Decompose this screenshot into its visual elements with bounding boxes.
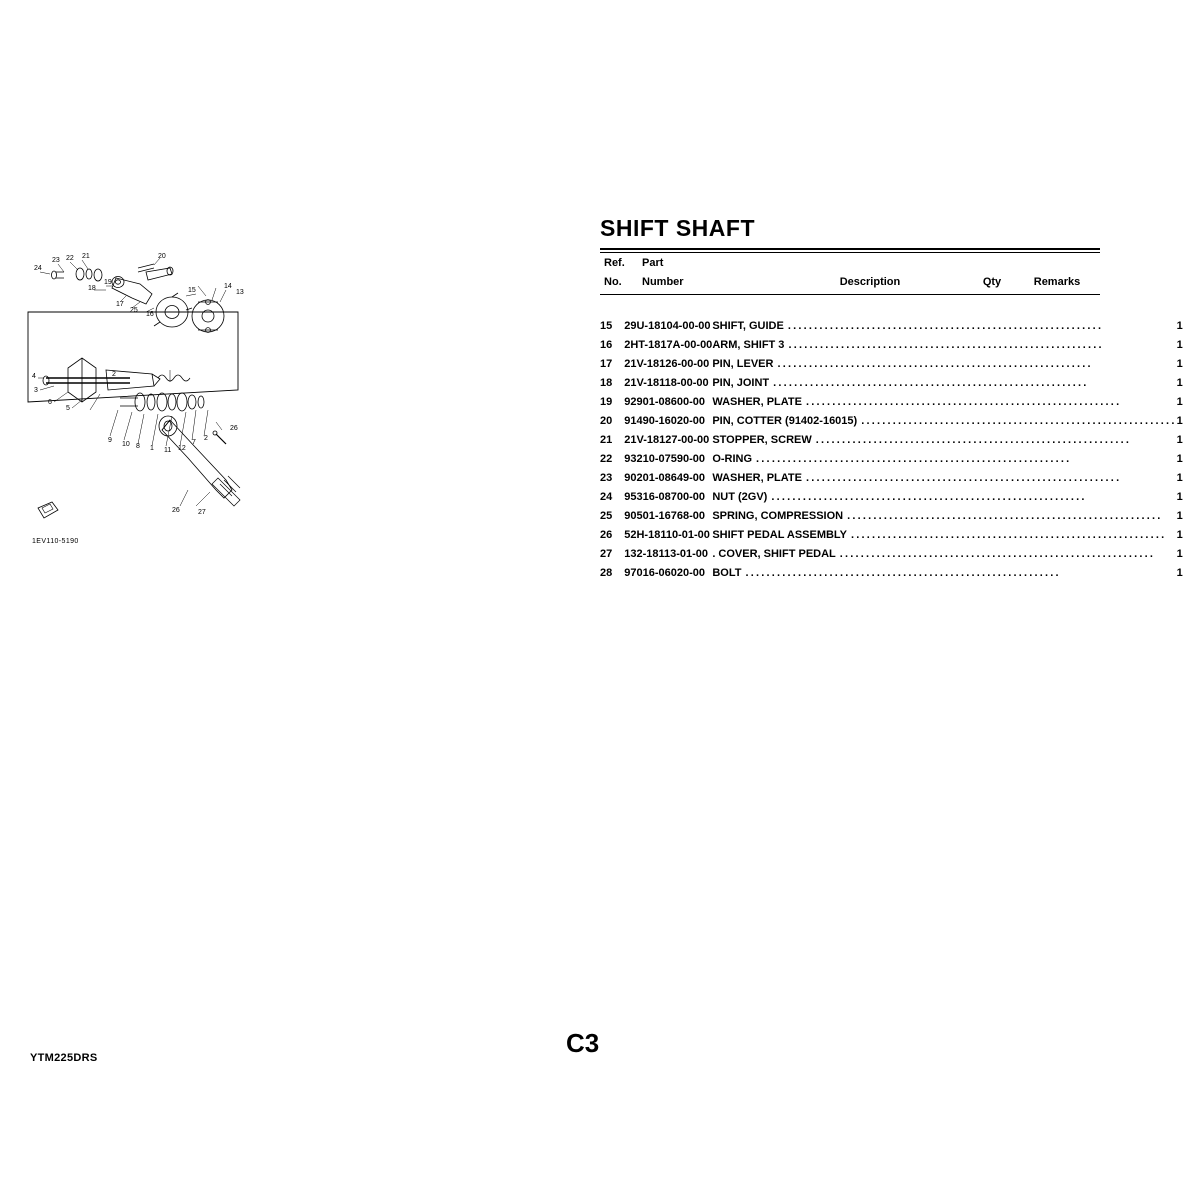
- header-description: Description: [839, 275, 901, 288]
- cell-qty: 1: [1176, 357, 1183, 370]
- leader-dots: ............................................................: [805, 395, 1122, 408]
- svg-text:16: 16: [146, 311, 154, 318]
- svg-text:14: 14: [224, 283, 232, 290]
- cell-qty: 1: [1176, 376, 1183, 389]
- cell-ref-no: 23: [600, 471, 613, 484]
- table-row: [600, 411, 1183, 430]
- cell-ref-no: 26: [600, 528, 613, 541]
- svg-text:19: 19: [104, 279, 112, 286]
- header-remarks: Remarks: [1033, 275, 1081, 288]
- table-row: [600, 525, 1183, 544]
- cell-ref-no: 16: [600, 338, 613, 351]
- leader-dots: ............................................................: [861, 414, 1177, 427]
- svg-text:18: 18: [88, 285, 96, 292]
- svg-text:13: 13: [236, 289, 244, 296]
- leader-dots: ............................................................: [839, 547, 1156, 560]
- cell-part-number: 90201-08649-00: [624, 471, 705, 484]
- svg-text:10: 10: [122, 441, 130, 448]
- svg-text:26: 26: [230, 425, 238, 432]
- svg-text:26: 26: [172, 507, 180, 514]
- cell-description: [712, 563, 1176, 582]
- cell-ref-no: 22: [600, 452, 613, 465]
- svg-text:8: 8: [136, 443, 140, 450]
- cell-part-number: 21V-18118-00-00: [624, 376, 709, 389]
- cell-part-number: 95316-08700-00: [624, 490, 705, 503]
- parts-table-body: [600, 295, 1183, 582]
- cell-description: [712, 335, 1176, 354]
- svg-text:21: 21: [82, 253, 90, 260]
- svg-text:11: 11: [164, 447, 172, 454]
- table-row: [600, 563, 1183, 582]
- svg-text:20: 20: [158, 253, 166, 260]
- cell-ref-no: 17: [600, 357, 613, 370]
- cell-description: [712, 506, 1176, 525]
- leader-dots: ............................................................: [771, 490, 1087, 503]
- cell-part-number: 21V-18126-00-00: [624, 357, 710, 370]
- description-text: . COVER, SHIFT PEDAL: [712, 547, 836, 560]
- cell-qty: 1: [1176, 452, 1183, 465]
- header-ref-line1: Ref.: [604, 256, 625, 269]
- cell-qty: 1: [1176, 319, 1183, 332]
- cell-qty: 1: [1176, 338, 1183, 351]
- cell-part-number: 90501-16768-00: [624, 509, 705, 522]
- cell-ref-no: 18: [600, 376, 613, 389]
- description-text: BOLT: [712, 566, 742, 579]
- leader-dots: ............................................................: [815, 433, 1132, 446]
- description-text: SHIFT PEDAL ASSEMBLY: [712, 528, 847, 541]
- cell-part-number: 91490-16020-00: [624, 414, 705, 427]
- table-header-row-2: [600, 272, 1100, 291]
- cell-qty: 1: [1176, 395, 1183, 408]
- cell-qty: 1: [1176, 566, 1183, 579]
- parts-sheet: [600, 215, 1183, 582]
- svg-text:5: 5: [66, 405, 70, 412]
- cell-ref-no: 21: [600, 433, 613, 446]
- header-part-line2: Number: [642, 275, 684, 288]
- table-row: [600, 354, 1183, 373]
- table-row: [600, 449, 1183, 468]
- description-text: PIN, JOINT: [712, 376, 770, 389]
- cell-ref-no: 27: [600, 547, 613, 560]
- svg-text:4: 4: [32, 373, 36, 380]
- cell-description: [712, 316, 1176, 335]
- cell-part-number: 29U-18104-00-00: [624, 319, 711, 332]
- cell-qty: 1: [1176, 471, 1183, 484]
- table-row: [600, 392, 1183, 411]
- cell-description: [712, 411, 1176, 430]
- figure-code: 1EV110-5190: [32, 538, 79, 545]
- svg-text:27: 27: [198, 509, 206, 516]
- cell-part-number: 52H-18110-01-00: [624, 528, 710, 541]
- cell-description: [712, 449, 1176, 468]
- svg-text:9: 9: [108, 437, 112, 444]
- cell-description: [712, 525, 1176, 544]
- svg-text:6: 6: [48, 399, 52, 406]
- cell-ref-no: 25: [600, 509, 613, 522]
- exploded-view-diagram: [20, 250, 300, 560]
- cell-ref-no: 28: [600, 566, 613, 579]
- leader-dots: ............................................................: [773, 376, 1089, 389]
- table-header-row-1: [600, 253, 1100, 272]
- leader-dots: ............................................................: [777, 357, 1093, 370]
- table-row: [600, 316, 1183, 335]
- cell-description: [712, 392, 1176, 411]
- page-number: C3: [566, 1028, 600, 1058]
- parts-table: [600, 253, 1100, 291]
- cell-part-number: 92901-08600-00: [624, 395, 705, 408]
- cell-part-number: 132-18113-01-00: [624, 547, 709, 560]
- cell-ref-no: 19: [600, 395, 613, 408]
- cell-description: [712, 544, 1176, 563]
- svg-text:1: 1: [150, 445, 154, 452]
- table-row: [600, 468, 1183, 487]
- cell-qty: 1: [1176, 490, 1183, 503]
- leader-dots: ............................................................: [787, 319, 1104, 332]
- svg-text:17: 17: [116, 301, 124, 308]
- svg-text:7: 7: [192, 439, 196, 446]
- cell-description: [712, 468, 1176, 487]
- description-text: PIN, COTTER (91402-16015): [712, 414, 858, 427]
- description-text: WASHER, PLATE: [712, 471, 802, 484]
- cell-part-number: 93210-07590-00: [624, 452, 705, 465]
- cell-qty: 1: [1176, 528, 1183, 541]
- table-row: [600, 335, 1183, 354]
- leader-dots: ............................................................: [745, 566, 1061, 579]
- diagram-illustration: [20, 250, 300, 560]
- header-qty: Qty: [982, 275, 1002, 288]
- description-text: ARM, SHIFT 3: [712, 338, 785, 351]
- description-text: PIN, LEVER: [712, 357, 774, 370]
- description-text: NUT (2GV): [712, 490, 768, 503]
- leader-dots: ............................................................: [847, 509, 1163, 522]
- table-row: [600, 487, 1183, 506]
- description-text: SPRING, COMPRESSION: [712, 509, 844, 522]
- table-row: [600, 544, 1183, 563]
- cell-ref-no: 20: [600, 414, 613, 427]
- cell-ref-no: 15: [600, 319, 613, 332]
- cell-description: [712, 430, 1176, 449]
- svg-text:3: 3: [34, 387, 38, 394]
- cell-part-number: 21V-18127-00-00: [624, 433, 710, 446]
- svg-text:22: 22: [66, 255, 74, 262]
- title-rule-thick: [600, 248, 1100, 250]
- cell-part-number: 2HT-1817A-00-00: [624, 338, 713, 351]
- svg-text:23: 23: [52, 257, 60, 264]
- table-row: [600, 506, 1183, 525]
- svg-text:15: 15: [188, 287, 196, 294]
- leader-dots: ............................................................: [850, 528, 1167, 541]
- svg-text:24: 24: [34, 265, 42, 272]
- cell-description: [712, 487, 1176, 506]
- leader-dots: ............................................................: [788, 338, 1104, 351]
- cell-description: [712, 354, 1176, 373]
- header-part-line1: Part: [642, 256, 664, 269]
- svg-text:12: 12: [178, 445, 186, 452]
- description-text: O-RING: [712, 452, 753, 465]
- leader-dots: ............................................................: [756, 452, 1072, 465]
- cell-qty: 1: [1176, 547, 1183, 560]
- header-ref-line2: No.: [604, 275, 622, 288]
- cell-ref-no: 24: [600, 490, 613, 503]
- cell-qty: 1: [1176, 433, 1183, 446]
- cell-qty: 1: [1176, 509, 1183, 522]
- leader-dots: ............................................................: [805, 471, 1122, 484]
- document-code: YTM225DRS: [30, 1052, 98, 1064]
- cell-qty: 1: [1176, 414, 1183, 427]
- table-row: [600, 430, 1183, 449]
- svg-text:25: 25: [130, 307, 138, 314]
- description-text: STOPPER, SCREW: [712, 433, 812, 446]
- svg-text:2: 2: [204, 435, 208, 442]
- page-title: SHIFT SHAFT: [600, 215, 755, 241]
- cell-description: [712, 373, 1176, 392]
- table-row: [600, 373, 1183, 392]
- description-text: WASHER, PLATE: [712, 395, 802, 408]
- cell-part-number: 97016-06020-00: [624, 566, 705, 579]
- description-text: SHIFT, GUIDE: [712, 319, 784, 332]
- svg-text:2: 2: [112, 371, 116, 378]
